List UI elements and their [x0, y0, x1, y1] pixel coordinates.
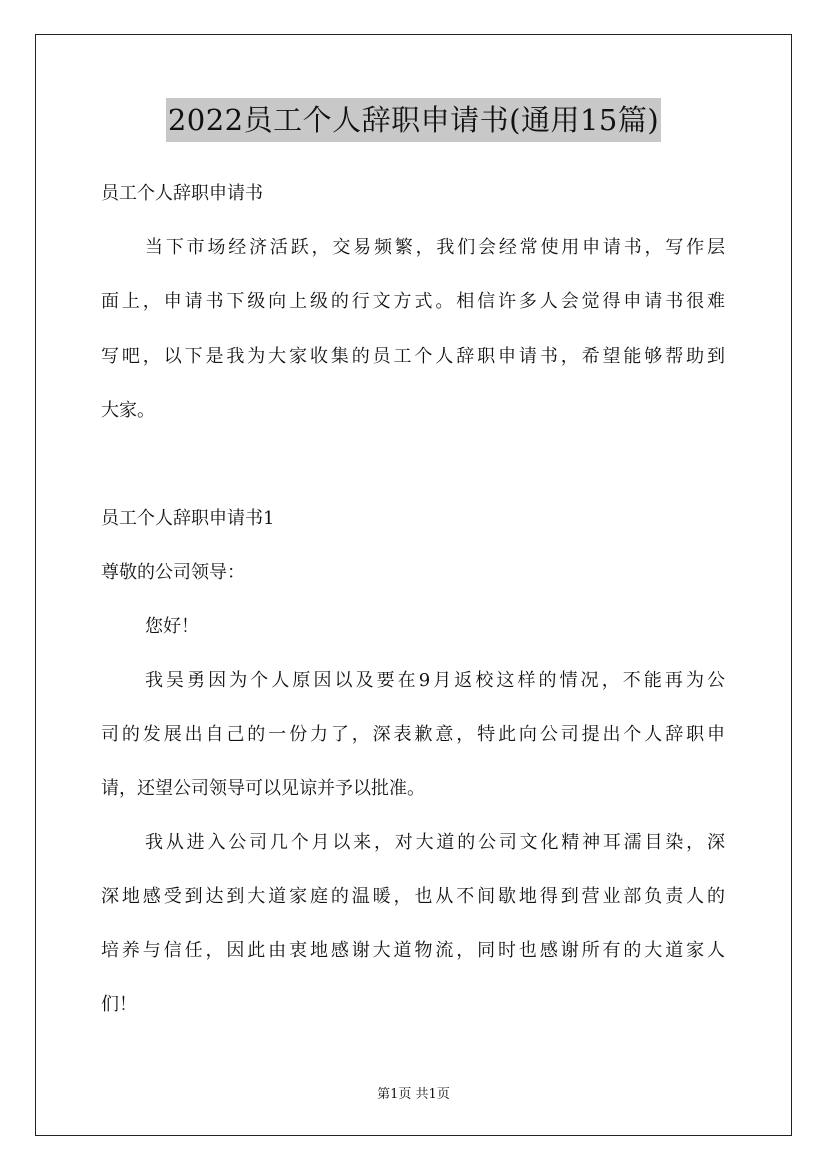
- intro-line-2: 面上，申请书下级向上级的行文方式。相信许多人会觉得申请书很难: [101, 291, 725, 312]
- para2-line-3: 培养与信任，因此由衷地感谢大道物流，同时也感谢所有的大道家人: [101, 940, 725, 961]
- para1-line-2: 司的发展出自己的一份力了，深表歉意，特此向公司提出个人辞职申: [101, 724, 725, 745]
- letter-heading: 员工个人辞职申请书1: [101, 508, 275, 529]
- title-container: [0, 98, 827, 142]
- intro-heading: 员工个人辞职申请书: [101, 183, 263, 204]
- page-footer: 第1页 共1页: [377, 1087, 450, 1102]
- document-title: 2022员工个人辞职申请书(通用15篇): [166, 98, 661, 142]
- para2-line-4: 们！: [101, 994, 137, 1015]
- intro-line-1: 当下市场经济活跃，交易频繁，我们会经常使用申请书，写作层: [145, 237, 725, 258]
- salutation: 尊敬的公司领导：: [101, 562, 245, 583]
- intro-line-3: 写吧，以下是我为大家收集的员工个人辞职申请书，希望能够帮助到: [101, 346, 725, 367]
- para1-line-1: 我吴勇因为个人原因以及要在9月返校这样的情况，不能再为公: [145, 670, 725, 691]
- para2-line-2: 深地感受到达到大道家庭的温暖，也从不间歇地得到营业部负责人的: [101, 886, 725, 907]
- para1-line-3: 请，还望公司领导可以见谅并予以批准。: [101, 778, 425, 799]
- greeting: 您好！: [145, 616, 199, 637]
- para2-line-1: 我从进入公司几个月以来，对大道的公司文化精神耳濡目染，深: [145, 832, 725, 853]
- intro-line-4: 大家。: [101, 400, 155, 421]
